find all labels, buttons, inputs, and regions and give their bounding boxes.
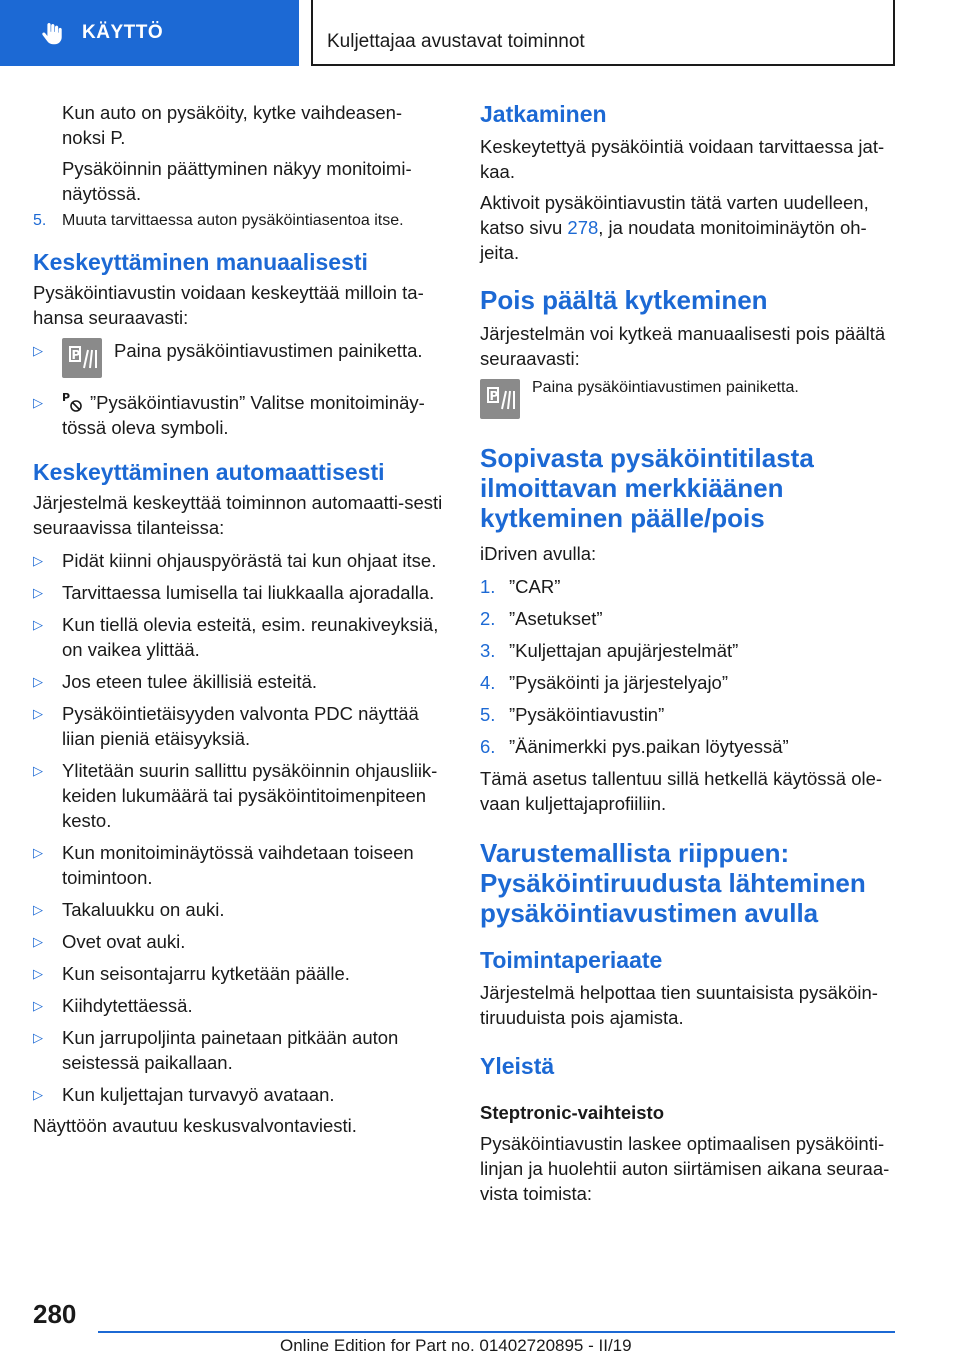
step-number: 5. xyxy=(33,212,47,229)
list-item xyxy=(33,390,445,440)
principle-text: Järjestelmä helpottaa tien suuntaisista pysäköin-tiruuduista pois ajamista. xyxy=(480,982,878,1028)
page-number: 280 xyxy=(33,1299,77,1329)
step-number: 6. xyxy=(480,736,496,757)
list-item xyxy=(33,580,445,605)
triangle-bullet-icon: ▷ xyxy=(33,1087,43,1102)
heading-auto-stop: Keskeyttäminen automaattisesti xyxy=(33,459,385,485)
step-text: ”Kuljettajan apujärjestelmät” xyxy=(509,640,739,661)
list-item-text: Ylitetään suurin sallittu pysäköinnin ohjausliik-keiden lukumäärä tai pysäköintitoimenpiteen kesto. xyxy=(62,760,438,831)
switch-off-button-row xyxy=(480,379,895,419)
triangle-bullet-icon: ▷ xyxy=(33,902,43,917)
steptronic-text: Pysäköintiavustin laskee optimaalisen pysäköinti-linjan ja huolehtii auton siirtämisen aikana seuraa-vista toimista: xyxy=(480,1133,890,1204)
triangle-bullet-icon: ▷ xyxy=(33,1030,43,1045)
list-item-text: Takaluukku on auki. xyxy=(62,899,225,920)
signal-steps-list xyxy=(480,574,895,759)
step-text: ”Asetukset” xyxy=(509,608,603,629)
list-item xyxy=(33,929,445,954)
manual-stop-list xyxy=(33,338,445,440)
parking-assist-button-icon xyxy=(62,338,102,378)
heading-exit-assist: Varustemallista riippuen: Pysäköintiruudusta lähteminen pysäköintiavustimen avulla xyxy=(480,838,866,928)
heading-signal-tone: Sopivasta pysäköintitilasta ilmoittavan merkkiäänen kytkeminen päälle/pois xyxy=(480,443,814,533)
intro-paragraph-2: Pysäköinnin päättyminen näkyy monitoimi-näytössä. xyxy=(62,158,412,204)
list-item-text: Paina pysäköintiavustimen painiketta. xyxy=(114,340,423,361)
list-item-text: Ovet ovat auki. xyxy=(62,931,186,952)
heading-manual-stop: Keskeyttäminen manuaalisesti xyxy=(33,249,368,275)
step-text: ”CAR” xyxy=(509,576,561,597)
list-item xyxy=(33,961,445,986)
heading-principle: Toimintaperiaate xyxy=(480,947,663,973)
step-item xyxy=(480,606,895,631)
section-tab[interactable] xyxy=(0,0,299,66)
list-item-text: Jos eteen tulee äkillisiä esteitä. xyxy=(62,671,318,692)
triangle-bullet-icon: ▷ xyxy=(33,998,43,1013)
chapter-header xyxy=(311,0,895,66)
list-item xyxy=(33,338,445,378)
heading-general: Yleistä xyxy=(480,1053,555,1079)
step-item xyxy=(480,638,895,663)
heading-steptronic: Steptronic-vaihteisto xyxy=(480,1102,664,1123)
continue-text-1: Keskeytettyä pysäköintiä voidaan tarvittaessa jat-kaa. xyxy=(480,136,885,182)
triangle-bullet-icon: ▷ xyxy=(33,395,43,410)
list-item xyxy=(33,669,445,694)
step-item xyxy=(480,574,895,599)
triangle-bullet-icon: ▷ xyxy=(33,706,43,721)
triangle-bullet-icon: ▷ xyxy=(33,553,43,568)
edition-text: Online Edition for Part no. 01402720895 - II/19 xyxy=(280,1336,632,1355)
svg-text:P: P xyxy=(62,391,71,404)
step-text: ”Pysäköintiavustin” xyxy=(509,704,665,725)
step-text: ”Pysäköinti ja järjestelyajo” xyxy=(509,672,729,693)
list-item xyxy=(33,612,445,662)
step-number: 5. xyxy=(480,704,496,725)
list-item xyxy=(33,701,445,751)
intro-paragraph-1: Kun auto on pysäköity, kytke vaihdeasen-noksi P. xyxy=(62,102,403,148)
svg-text:P: P xyxy=(489,389,499,403)
triangle-bullet-icon: ▷ xyxy=(33,585,43,600)
page-link-278[interactable]: 278 xyxy=(567,217,599,238)
continue-text-2a: Aktivoit pysäköintiavustin tätä varten uudelleen, katso sivu xyxy=(480,192,869,238)
switch-off-button-text: Paina pysäköintiavustimen painiketta. xyxy=(532,379,799,396)
step-number: 4. xyxy=(480,672,496,693)
step-text: ”Äänimerkki pys.paikan löytyessä” xyxy=(509,736,789,757)
step-5 xyxy=(33,212,445,230)
switch-off-text: Järjestelmän voi kytkeä manuaalisesti pois päältä seuraavasti: xyxy=(480,323,886,369)
parking-assist-symbol-icon xyxy=(62,390,84,414)
list-item-text: Tarvittaessa lumisella tai liukkaalla ajoradalla. xyxy=(62,582,435,603)
heading-switch-off: Pois päältä kytkeminen xyxy=(480,285,768,315)
triangle-bullet-icon: ▷ xyxy=(33,763,43,778)
triangle-bullet-icon: ▷ xyxy=(33,966,43,981)
list-item xyxy=(33,758,445,833)
triangle-bullet-icon: ▷ xyxy=(33,674,43,689)
step-item xyxy=(480,702,895,727)
list-item-text: Pysäköintietäisyyden valvonta PDC näyttää liian pieniä etäisyyksiä. xyxy=(62,703,419,749)
list-item xyxy=(33,548,445,573)
list-item-text: Kun tiellä olevia esteitä, esim. reunakiveyksiä, on vaikea ylittää. xyxy=(62,614,439,660)
auto-stop-list xyxy=(33,548,445,1107)
step-text: Muuta tarvittaessa auton pysäköintiasentoa itse. xyxy=(62,212,404,229)
list-item xyxy=(33,993,445,1018)
list-item xyxy=(33,897,445,922)
right-column xyxy=(480,100,895,1206)
auto-stop-text: Järjestelmä keskeyttää toiminnon automaatti-sesti seuraavissa tilanteissa: xyxy=(33,492,443,538)
signal-note: Tämä asetus tallentuu sillä hetkellä käytössä ole-vaan kuljettajaprofiiliin. xyxy=(480,768,883,814)
footer-divider xyxy=(98,1331,895,1333)
manual-stop-text: Pysäköintiavustin voidaan keskeyttää milloin ta-hansa seuraavasti: xyxy=(33,282,424,328)
continue-text-2 xyxy=(480,190,895,265)
list-item-text: ”Pysäköintiavustin” Valitse monitoiminäy-tössä oleva symboli. xyxy=(62,392,425,438)
list-item xyxy=(33,1025,445,1075)
hand-pointer-icon xyxy=(40,21,64,45)
triangle-bullet-icon: ▷ xyxy=(33,845,43,860)
step-item xyxy=(480,670,895,695)
list-item-text: Kun seisontajarru kytketään päälle. xyxy=(62,963,350,984)
triangle-bullet-icon: ▷ xyxy=(33,343,43,358)
step-number: 3. xyxy=(480,640,496,661)
heading-continue: Jatkaminen xyxy=(480,101,607,127)
list-item-text: Kiihdytettäessä. xyxy=(62,995,193,1016)
signal-intro: iDriven avulla: xyxy=(480,543,597,564)
list-item xyxy=(33,1082,445,1107)
step-item xyxy=(480,734,895,759)
parking-assist-button-icon xyxy=(480,379,520,419)
closing-text: Näyttöön avautuu keskusvalvontaviesti. xyxy=(33,1115,357,1136)
triangle-bullet-icon: ▷ xyxy=(33,934,43,949)
step-number: 2. xyxy=(480,608,496,629)
list-item-text: Pidät kiinni ohjauspyörästä tai kun ohjaat itse. xyxy=(62,550,437,571)
triangle-bullet-icon: ▷ xyxy=(33,617,43,632)
list-item-text: Kun kuljettajan turvavyö avataan. xyxy=(62,1084,335,1105)
list-item-text: Kun jarrupoljinta painetaan pitkään auton seistessä paikallaan. xyxy=(62,1027,399,1073)
chapter-title: Kuljettajaa avustavat toiminnot xyxy=(327,31,585,52)
step-number: 1. xyxy=(480,576,496,597)
section-tab-label: KÄYTTÖ xyxy=(82,22,164,43)
continue-text-2b: , ja noudata monitoiminäytön oh-jeita. xyxy=(480,217,867,263)
list-item-text: Kun monitoiminäytössä vaihdetaan toiseen toimintoon. xyxy=(62,842,414,888)
left-column xyxy=(33,100,445,1138)
list-item xyxy=(33,840,445,890)
svg-text:P: P xyxy=(71,348,81,362)
